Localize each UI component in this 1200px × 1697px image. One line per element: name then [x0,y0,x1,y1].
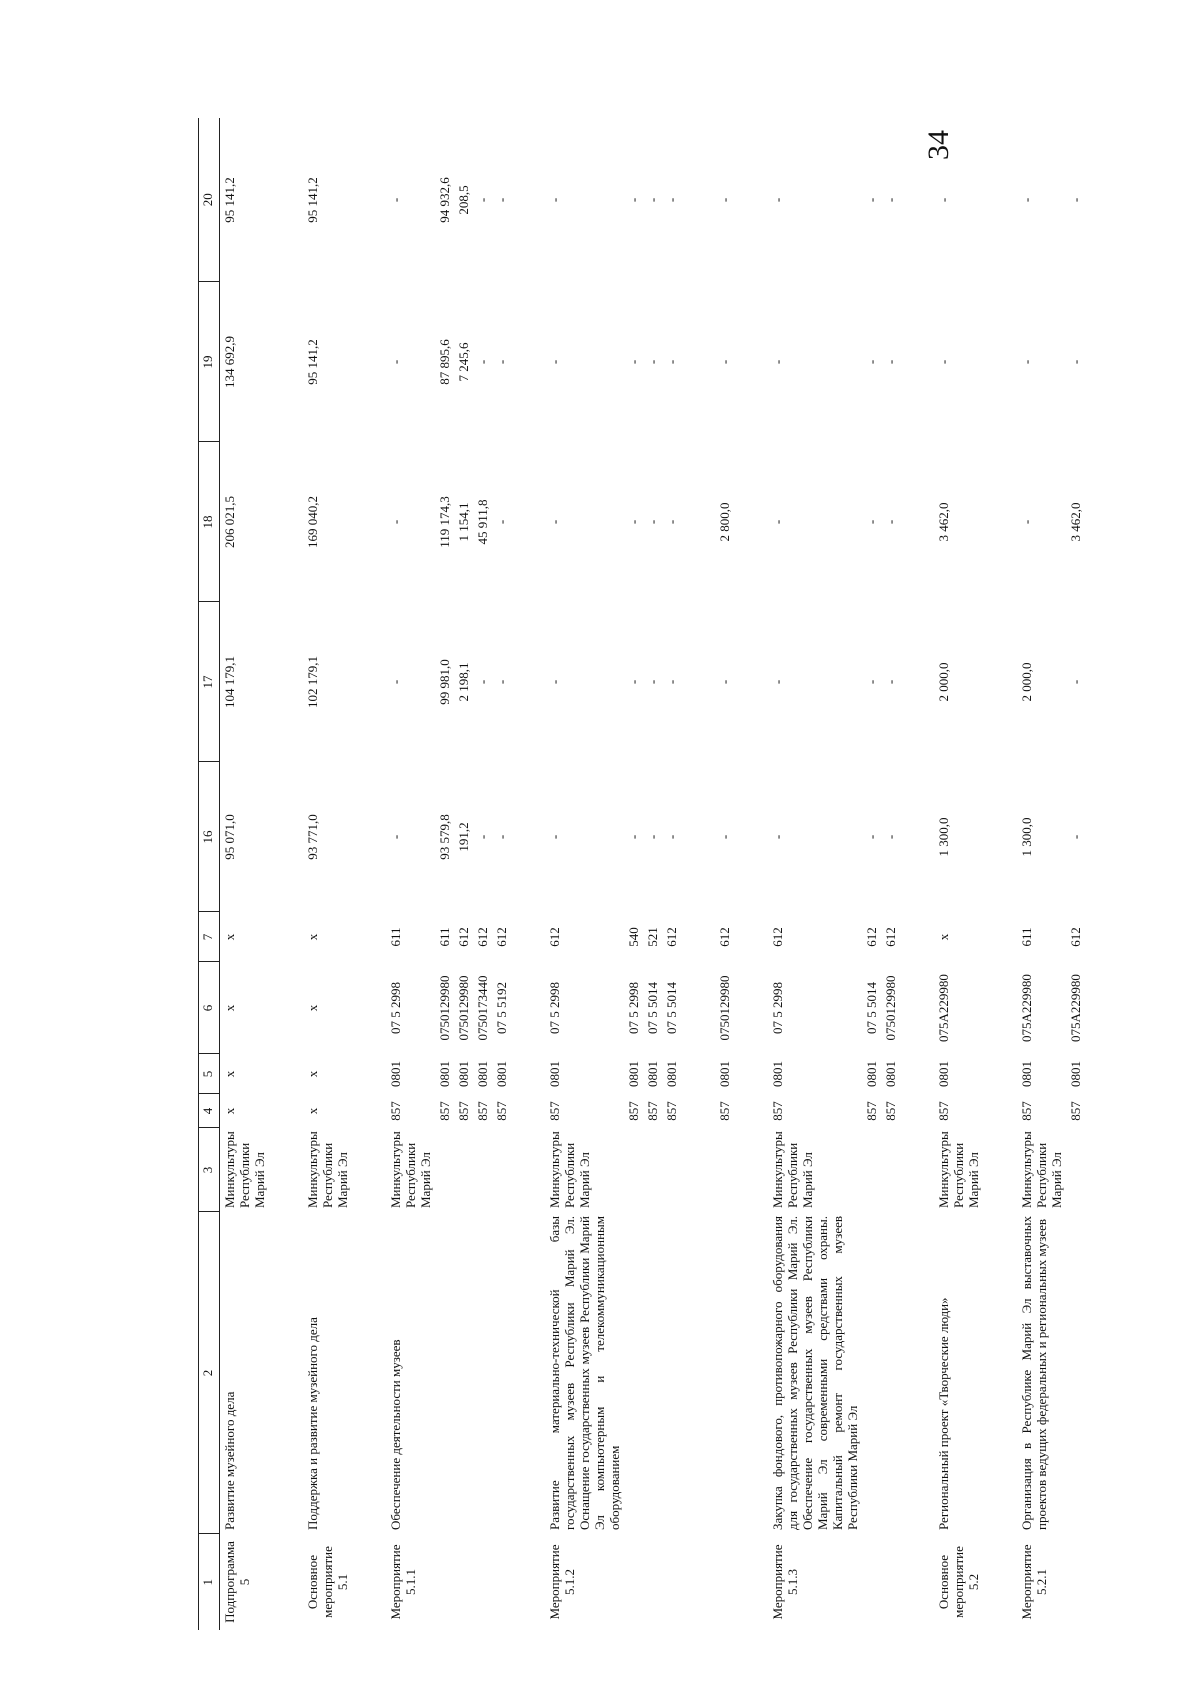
value-col-20: - [1068,197,1083,203]
value-col-16: 1 300,0 [1019,817,1034,857]
value-col-16: - [388,834,403,840]
row-target-article: 07 5 5014 [864,982,879,1034]
row-expense-type: 612 [494,927,509,947]
value-col-20: - [494,197,509,203]
spacer-cell [983,118,1017,1630]
row-expense-type: 612 [717,927,732,947]
row-target-article: 0750129980 [717,975,732,1041]
value-col-18: - [664,519,679,525]
row-responsible [624,1128,643,1212]
value-col-19: - [717,359,732,365]
table-row [386,118,435,1630]
value-col-18: 1 154,1 [456,502,471,542]
row-expense-type: x [936,933,951,941]
value-col-19: - [883,359,898,365]
value-col-16: 191,2 [456,822,471,852]
row-description [624,1212,643,1534]
value-col-17: 2 000,0 [1019,662,1034,702]
row-description [662,1212,681,1534]
row-label [881,1534,900,1630]
value-col-20: - [388,197,403,203]
row-target-article: 07 5 2998 [388,982,403,1034]
value-col-17: - [645,679,660,685]
value-col-17: - [883,679,898,685]
table-row [545,118,624,1630]
table-row [624,118,643,1630]
page-number: 34 [922,130,955,160]
row-responsible [715,1128,734,1212]
row-section: 0801 [883,1061,898,1087]
header-cell: 18 [199,442,220,602]
row-description: Развитие материально-технической базы государственных музеев Республики Марий Эл. Оснащение государственных музеев Республики Марий Эл компьютерным и телекоммуникационным оборудованием [547,1216,622,1530]
value-col-20: - [645,197,660,203]
value-col-19: - [1068,359,1083,365]
value-col-16: - [1068,834,1083,840]
row-expense-type: 612 [883,927,898,947]
row-description [454,1212,473,1534]
table-row [454,118,473,1630]
value-col-19: - [664,359,679,365]
row-responsible [643,1128,662,1212]
value-col-17: 2 000,0 [936,662,951,702]
row-section: 0801 [717,1061,732,1087]
value-col-19: - [626,359,641,365]
value-col-17: - [547,679,562,685]
value-col-20: - [864,197,879,203]
table-row [492,118,511,1630]
value-col-18: - [494,519,509,525]
row-section: 0801 [388,1061,403,1087]
table-row [643,118,662,1630]
row-grbs: 857 [437,1101,452,1121]
row-description [492,1212,511,1534]
row-label: Мероприятие 5.1.1 [388,1544,418,1620]
value-col-17: 102 179,1 [305,656,320,708]
spacer-cell [269,118,303,1630]
value-col-18: - [770,519,785,525]
value-col-18: 169 040,2 [305,496,320,548]
row-grbs: x [222,1107,237,1115]
row-grbs: 857 [770,1101,785,1121]
row-expense-type: 611 [437,927,452,947]
row-label [454,1534,473,1630]
table-row [862,118,881,1630]
row-target-article: 075A229980 [1068,974,1083,1042]
value-col-16: 93 771,0 [305,814,320,860]
row-section: 0801 [626,1061,641,1087]
row-section: 0801 [1068,1061,1083,1087]
value-col-20: 94 932,6 [437,177,452,223]
value-col-18: - [1019,519,1034,525]
row-spacer [900,118,934,1630]
value-col-19: - [547,359,562,365]
spacer-cell [681,118,715,1630]
row-responsible: Минкультуры Республики Марий Эл [222,1131,267,1208]
value-col-16: - [717,834,732,840]
value-col-19: - [1019,359,1034,365]
value-col-17: - [475,679,490,685]
row-responsible: Минкультуры Республики Марий Эл [770,1131,815,1208]
spacer-cell [734,118,768,1630]
row-label [624,1534,643,1630]
value-col-17: - [626,679,641,685]
row-responsible: Минкультуры Республики Марий Эл [1019,1131,1064,1208]
header-cell: 20 [199,118,220,282]
table-row [934,118,983,1630]
row-description [881,1212,900,1534]
row-expense-type: 612 [770,927,785,947]
row-expense-type: 612 [456,927,471,947]
row-responsible: Минкультуры Республики Марий Эл [305,1131,350,1208]
row-description [862,1212,881,1534]
row-grbs: 857 [388,1101,403,1121]
spacer-cell [900,118,934,1630]
row-grbs: 857 [1068,1101,1083,1121]
value-col-16: 93 579,8 [437,814,452,860]
row-target-article: x [305,1004,320,1012]
row-label [662,1534,681,1630]
row-grbs: 857 [547,1101,562,1121]
row-description [715,1212,734,1534]
value-col-20: - [664,197,679,203]
row-responsible [435,1128,454,1212]
value-col-16: 95 071,0 [222,814,237,860]
row-label: Подпрограмма 5 [222,1541,252,1623]
row-grbs: 857 [645,1101,660,1121]
header-cell: 1 [199,1534,220,1630]
row-responsible [881,1128,900,1212]
value-col-19: - [864,359,879,365]
row-description [643,1212,662,1534]
header-row [199,118,220,1630]
row-grbs: 857 [626,1101,641,1121]
header-cell: 5 [199,1054,220,1094]
value-col-19: 134 692,9 [222,336,237,388]
value-col-20: - [547,197,562,203]
row-target-article: 0750129980 [437,975,452,1041]
value-col-16: - [770,834,785,840]
row-spacer [983,118,1017,1630]
row-description: Поддержка и развитие музейного дела [305,1317,320,1530]
value-col-16: - [664,834,679,840]
value-col-19: - [388,359,403,365]
row-label: Основное мероприятие 5.2 [936,1546,981,1618]
spacer-cell [352,118,386,1630]
value-col-16: - [626,834,641,840]
value-col-19: 95 141,2 [305,339,320,385]
value-col-20: 208,5 [456,185,471,215]
row-responsible: Минкультуры Республики Марий Эл [936,1131,981,1208]
value-col-19: 87 895,6 [437,339,452,385]
row-grbs: 857 [883,1101,898,1121]
value-col-17: - [770,679,785,685]
row-grbs: 857 [936,1101,951,1121]
table-body [220,118,1086,1630]
value-col-18: - [547,519,562,525]
value-col-20: - [770,197,785,203]
row-expense-type: 612 [475,927,490,947]
value-col-18: - [883,519,898,525]
value-col-17: - [717,679,732,685]
row-responsible [862,1128,881,1212]
row-label: Мероприятие 5.2.1 [1019,1544,1049,1620]
row-responsible: Минкультуры Республики Марий Эл [388,1131,433,1208]
row-responsible [1066,1128,1085,1212]
table-row [1017,118,1066,1630]
row-target-article: 0750129980 [883,975,898,1041]
header-cell: 6 [199,962,220,1054]
header-cell: 3 [199,1128,220,1212]
value-col-20: - [1019,197,1034,203]
row-label [1066,1534,1085,1630]
row-section: x [222,1070,237,1078]
header-cell: 17 [199,602,220,762]
row-expense-type: x [222,933,237,941]
value-col-16: - [547,834,562,840]
table-row [473,118,492,1630]
value-col-18: - [645,519,660,525]
row-label [715,1534,734,1630]
row-expense-type: 521 [645,927,660,947]
value-col-18: 2 800,0 [717,502,732,542]
row-responsible [492,1128,511,1212]
value-col-17: - [664,679,679,685]
value-col-19: - [770,359,785,365]
value-col-16: - [864,834,879,840]
rotated-table-container [198,30,1083,1630]
row-grbs: 857 [475,1101,490,1121]
row-section: 0801 [475,1061,490,1087]
row-section: 0801 [494,1061,509,1087]
row-grbs: 857 [494,1101,509,1121]
table-row [662,118,681,1630]
value-col-19: - [936,359,951,365]
row-section: 0801 [456,1061,471,1087]
value-col-17: 2 198,1 [456,662,471,702]
value-col-19: 7 245,6 [456,342,471,382]
value-col-18: 206 021,5 [222,496,237,548]
row-expense-type: 612 [664,927,679,947]
row-section: x [305,1070,320,1078]
row-target-article: 07 5 2998 [547,982,562,1034]
value-col-18: - [388,519,403,525]
row-grbs: 857 [864,1101,879,1121]
value-col-16: - [475,834,490,840]
header-cell: 4 [199,1094,220,1128]
value-col-18: 3 462,0 [1068,502,1083,542]
row-target-article: 0750129980 [456,975,471,1041]
table-row [881,118,900,1630]
row-section: 0801 [936,1061,951,1087]
row-target-article: 07 5 2998 [770,982,785,1034]
row-target-article: 07 5 5192 [494,982,509,1034]
row-spacer [352,118,386,1630]
row-description [1066,1212,1085,1534]
row-responsible [662,1128,681,1212]
row-description [473,1212,492,1534]
row-expense-type: 611 [388,927,403,947]
table-row [303,118,352,1630]
row-grbs: x [305,1107,320,1115]
table-row [1066,118,1085,1630]
row-spacer [734,118,768,1630]
row-expense-type: 612 [1068,927,1083,947]
header-cell: 19 [199,282,220,442]
value-col-18: 45 911,8 [475,499,490,545]
value-col-20: - [626,197,641,203]
row-responsible [473,1128,492,1212]
value-col-18: - [626,519,641,525]
row-label [473,1534,492,1630]
row-spacer [681,118,715,1630]
row-label [435,1534,454,1630]
row-expense-type: 611 [1019,927,1034,947]
row-spacer [511,118,545,1630]
value-col-20: - [883,197,898,203]
header-cell: 16 [199,762,220,912]
value-col-19: - [494,359,509,365]
row-description: Закупка фондового, противопожарного оборудования для государственных музеев Республики Марий Эл. Обеспечение государственных музеев Республики Марий Эл современными средствами охраны. Капитальный ремонт государственных музеев Республики Марий Эл [770,1216,860,1530]
table-row [715,118,734,1630]
value-col-20: - [475,197,490,203]
row-responsible [454,1128,473,1212]
row-target-article: 0750173440 [475,975,490,1041]
row-expense-type: 540 [626,927,641,947]
row-section: 0801 [547,1061,562,1087]
row-label: Мероприятие 5.1.2 [547,1544,577,1620]
row-target-article: x [222,1004,237,1012]
value-col-20: 95 141,2 [305,177,320,223]
value-col-18: 3 462,0 [936,502,951,542]
row-expense-type: 612 [864,927,879,947]
value-col-18: - [864,519,879,525]
value-col-17: 99 981,0 [437,659,452,705]
row-grbs: 857 [664,1101,679,1121]
spacer-cell [511,118,545,1630]
row-description: Развитие музейного дела [222,1391,237,1530]
row-expense-type: 612 [547,927,562,947]
row-target-article: 07 5 5014 [645,982,660,1034]
row-expense-type: x [305,933,320,941]
row-section: 0801 [770,1061,785,1087]
budget-table [198,118,1085,1630]
value-col-19: - [475,359,490,365]
value-col-20: - [936,197,951,203]
table-row [768,118,862,1630]
value-col-17: - [864,679,879,685]
value-col-16: 1 300,0 [936,817,951,857]
row-section: 0801 [1019,1061,1034,1087]
row-section: 0801 [437,1061,452,1087]
row-target-article: 075A229980 [936,974,951,1042]
row-target-article: 075A229980 [1019,974,1034,1042]
row-responsible: Минкультуры Республики Марий Эл [547,1131,592,1208]
row-description: Обеспечение деятельности музеев [388,1339,403,1530]
row-target-article: 07 5 2998 [626,982,641,1034]
value-col-17: - [1068,679,1083,685]
row-description [435,1212,454,1534]
row-description: Региональный проект «Творческие люди» [936,1297,951,1530]
row-section: 0801 [664,1061,679,1087]
value-col-18: 119 174,3 [437,496,452,548]
row-section: 0801 [645,1061,660,1087]
table-row [435,118,454,1630]
value-col-16: - [883,834,898,840]
value-col-17: - [388,679,403,685]
value-col-20: - [717,197,732,203]
row-label: Основное мероприятие 5.1 [305,1546,350,1618]
row-target-article: 07 5 5014 [664,982,679,1034]
value-col-16: - [494,834,509,840]
row-label [862,1534,881,1630]
value-col-20: 95 141,2 [222,177,237,223]
value-col-17: - [494,679,509,685]
row-grbs: 857 [717,1101,732,1121]
row-description: Организация в Республике Марий Эл выставочных проектов ведущих федеральных и региональных музеев [1019,1216,1049,1530]
row-section: 0801 [864,1061,879,1087]
row-grbs: 857 [1019,1101,1034,1121]
row-label [492,1534,511,1630]
header-cell: 7 [199,912,220,962]
row-spacer [269,118,303,1630]
header-cell: 2 [199,1212,220,1534]
value-col-17: 104 179,1 [222,656,237,708]
value-col-16: - [645,834,660,840]
table-row [220,118,270,1630]
value-col-19: - [645,359,660,365]
row-label: Мероприятие 5.1.3 [770,1544,800,1620]
row-grbs: 857 [456,1101,471,1121]
row-label [643,1534,662,1630]
